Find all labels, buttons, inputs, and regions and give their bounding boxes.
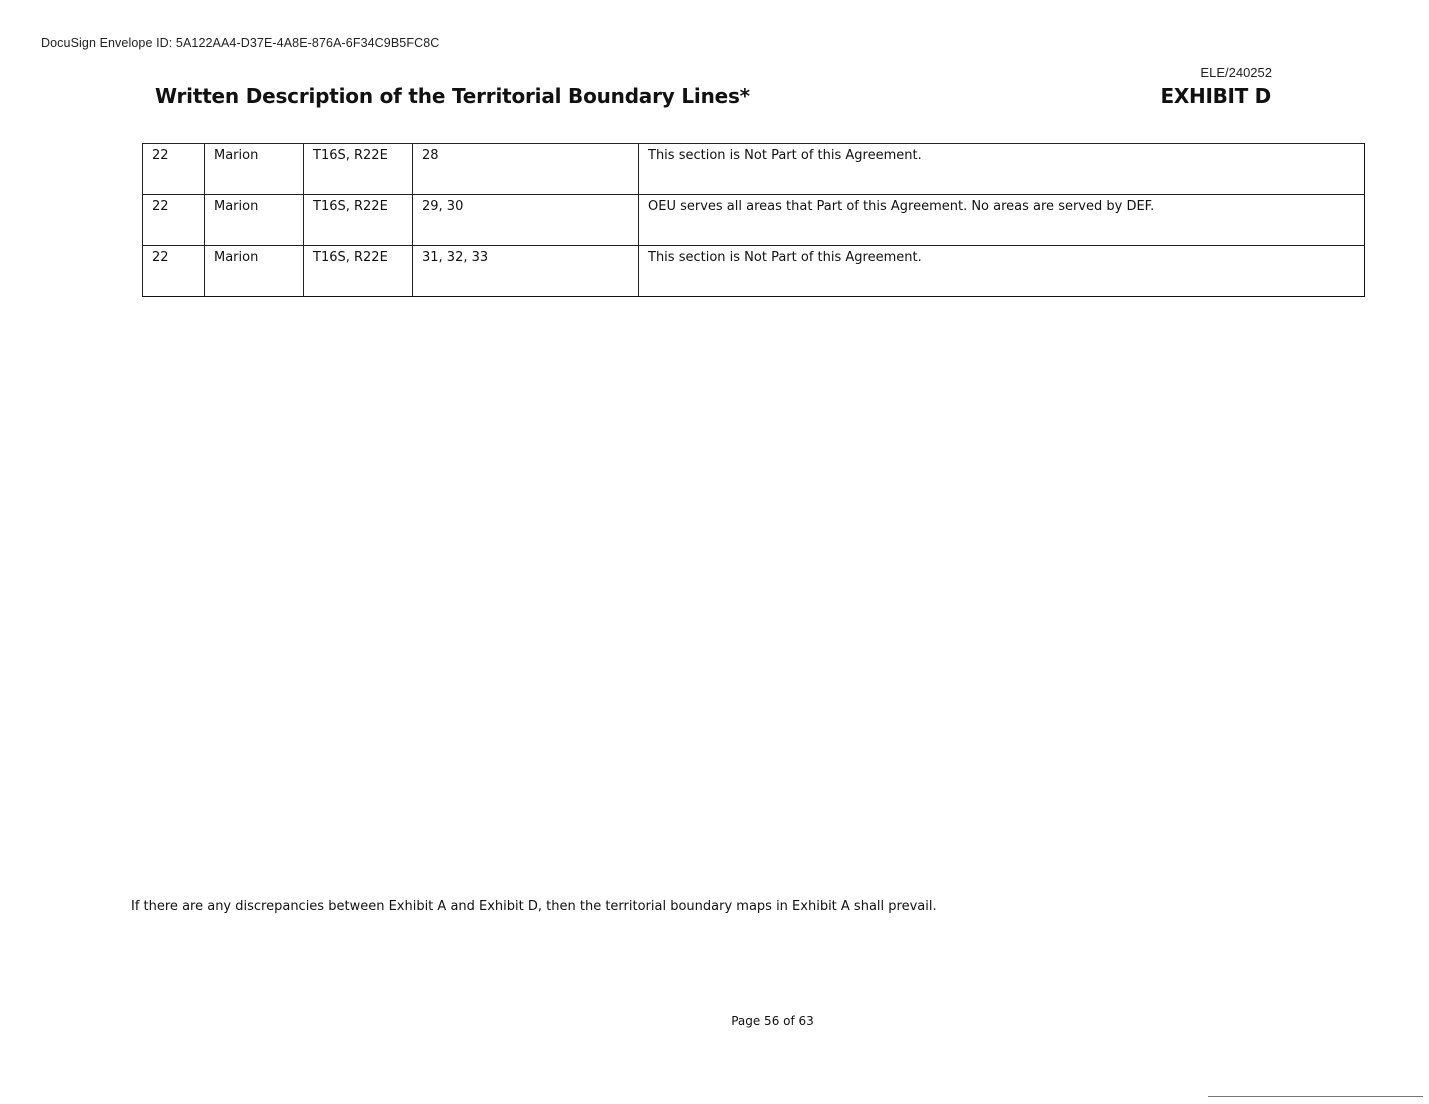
table-cell-description: This section is Not Part of this Agreement. — [639, 144, 1365, 195]
table-row — [143, 246, 1365, 297]
table-cell-sections: 29, 30 — [413, 195, 639, 246]
table-cell-county: Marion — [205, 246, 304, 297]
table-cell-sections: 28 — [413, 144, 639, 195]
table-cell-number: 22 — [143, 144, 205, 195]
table-cell-township-range: T16S, R22E — [304, 144, 413, 195]
document-number: ELE/240252 — [1200, 65, 1272, 80]
table-cell-description: This section is Not Part of this Agreement. — [639, 246, 1365, 297]
divider — [1208, 1096, 1423, 1097]
envelope-id: DocuSign Envelope ID: 5A122AA4-D37E-4A8E-876A-6F34C9B5FC8C — [41, 36, 440, 50]
table-row — [143, 195, 1365, 246]
table-cell-township-range: T16S, R22E — [304, 246, 413, 297]
table-cell-county: Marion — [205, 144, 304, 195]
boundary-table — [142, 143, 1365, 297]
table-cell-description: OEU serves all areas that Part of this Agreement. No areas are served by DEF. — [639, 195, 1365, 246]
table-cell-number: 22 — [143, 195, 205, 246]
footnote: If there are any discrepancies between Exhibit A and Exhibit D, then the territorial boundary maps in Exhibit A shall prevail. — [131, 899, 937, 914]
table-cell-township-range: T16S, R22E — [304, 195, 413, 246]
table-cell-sections: 31, 32, 33 — [413, 246, 639, 297]
table-row — [143, 144, 1365, 195]
table-cell-number: 22 — [143, 246, 205, 297]
exhibit-label: EXHIBIT D — [1160, 84, 1271, 108]
table-cell-county: Marion — [205, 195, 304, 246]
page-title: Written Description of the Territorial Boundary Lines* — [155, 84, 750, 108]
page-number: Page 56 of 63 — [731, 1014, 814, 1028]
